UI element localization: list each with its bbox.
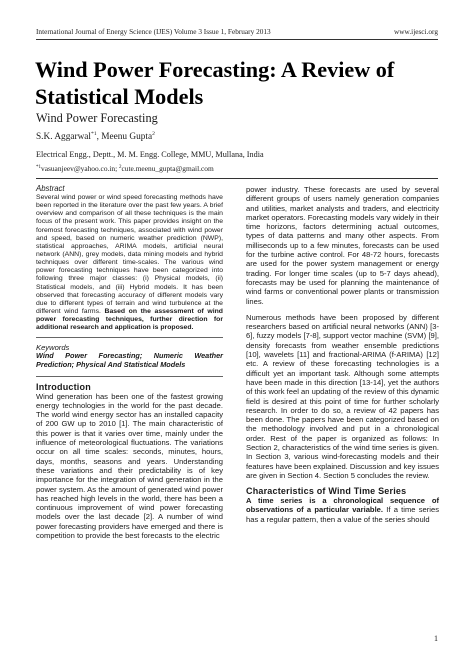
paper-title [35, 56, 445, 110]
author-list [36, 131, 155, 142]
author-2-mark: 2 [152, 131, 155, 137]
time-series-text: If a time series has a regular pattern, then a value of the series should [246, 505, 439, 524]
email-2: cute.meenu_gupta@gmail.com [121, 164, 214, 173]
section-heading-wind-time-series: Characteristics of Wind Time Series [246, 486, 407, 497]
page-number: 1 [434, 634, 438, 643]
right-column [246, 185, 439, 524]
introduction-body: Wind generation has been one of the fastest growing energy technologies in the world for the past decade. The world wind energy sector has an installed capacity of 200 GW up to 2010 [1]. The main characteristic of this power is that it varies over time, mainly under the influence of meteorological fluctuations. The variations occur on all time scales: seconds, minutes, hours, days, months, seasons and years. Understanding these variations and their predictability is of key importance for the integration of wind generation in the power system. As the amount of generated wind power has reached high levels in the world, there has been a continuous improvement of wind power forecasting models over the last decade [2]. A number of wind power forecasting providers have emerged and there is competition to provide the best forecasts to the electric [36, 391, 223, 541]
email-1-mark: *1 [36, 165, 41, 170]
left-column [36, 185, 223, 540]
email-2-mark: 2 [119, 165, 122, 170]
body-paragraph-2: Numerous methods have been proposed by different researchers based on artificial neural networks (ANN) [3-6], fuzzy models [7-8], support vector machine (SVM) [9], density forecasts from weather ensemble predictions [10], wavelets [11] and fractional-ARIMA (f-ARIMA) [12] etc. A review of these forecasting technologies is a difficult yet an important task. Although some attempts have been made in this direction [13-14], yet the authors of this work feel an updating of the review of this dynamic field is desired at this point of time for further scholarly research. In order to do so, a review of 42 papers has been done. The papers have been categorized based on the methodology involved and put in a chronological order. Rest of the paper is organized as follows: In Section 2, characteristics of the wind time series is given. In Section 3, various wind-forecasting models and their features have been explained. Discussion and key issues are given in Section 4. Section 5 concludes the review. [246, 312, 439, 480]
paper-subtitle: Wind Power Forecasting [36, 111, 158, 125]
author-separator: , [96, 132, 102, 142]
author-1: S.K. Aggarwal [36, 132, 92, 142]
header-rule [36, 39, 438, 40]
author-2: Meenu Gupta [101, 132, 153, 142]
abstract-heading: Abstract [36, 184, 65, 193]
time-series-definition: A time series is a chronological sequence of observations of a particular variable. [246, 496, 439, 515]
abstract-text: Several wind power or wind speed forecasting methods have been reported in the literature over the past few years. A brief overview and comparison of all these techniques is the main focus of the present work. This paper provides insight on the foremost forecasting techniques, associated with wind power and speed, based on numeric weather prediction (NWP), statistical approaches, ARIMA models, artificial neural network (ANN), grey models, data mining models and hybrid techniques over different time-scales. The various wind power forecasting techniques have been categorized into following three major classes: (i) Physical models, (ii) Statistical models, and (iii) Hybrid models. It has been observed that forecasting accuracy of different models vary due to different types of terrain and wind turbulence at the different wind farms. [36, 193, 223, 316]
author-emails [36, 164, 214, 173]
keywords-divider [36, 376, 223, 377]
title-line-2: Statistical Models [35, 84, 204, 109]
affiliation: Electrical Engg., Deptt., M. M. Engg. College, MMU, Mullana, India [36, 150, 264, 159]
keywords-heading: Keywords [36, 342, 70, 352]
body-paragraph-1: power industry. These forecasts are used by several different groups of users namely generation companies and utilities, market analysts and traders, and electricity market operators. Forecasting models vary widely in their time horizons, factors determining actual outcomes, types of data patterns and many other aspects. From milliseconds up to a few minutes, forecasts can be used for the turbine active control. For 48-72 hours, forecasts are used for the power system management or energy trading. For longer time scales (up to 5-7 days ahead), forecasts may be used for planning the maintenance of wind farms or conventional power plants or transmission lines. [246, 185, 439, 306]
title-line-1: Wind Power Forecasting: A Review of [35, 57, 395, 82]
introduction-heading: Introduction [36, 381, 91, 392]
author-block-rule [36, 178, 438, 179]
keywords-body: Wind Power Forecasting; Numeric Weather Prediction; Physical And Statistical Models [36, 351, 223, 370]
abstract-body [36, 194, 223, 333]
body-paragraph-3 [246, 496, 439, 524]
paragraph-gap [246, 306, 439, 313]
running-header-url: www.ijesci.org [394, 27, 438, 36]
running-header-left: International Journal of Energy Science (IJES) Volume 3 Issue 1, February 2013 [36, 27, 271, 36]
email-1: vasuanjeev@yahoo.co.in; [41, 164, 120, 173]
abstract-conclusion: Based on the assessment of wind power forecasting techniques, further direction for additional research and application is proposed. [36, 308, 223, 332]
author-1-mark: *1 [91, 131, 97, 137]
abstract-divider [36, 337, 223, 338]
